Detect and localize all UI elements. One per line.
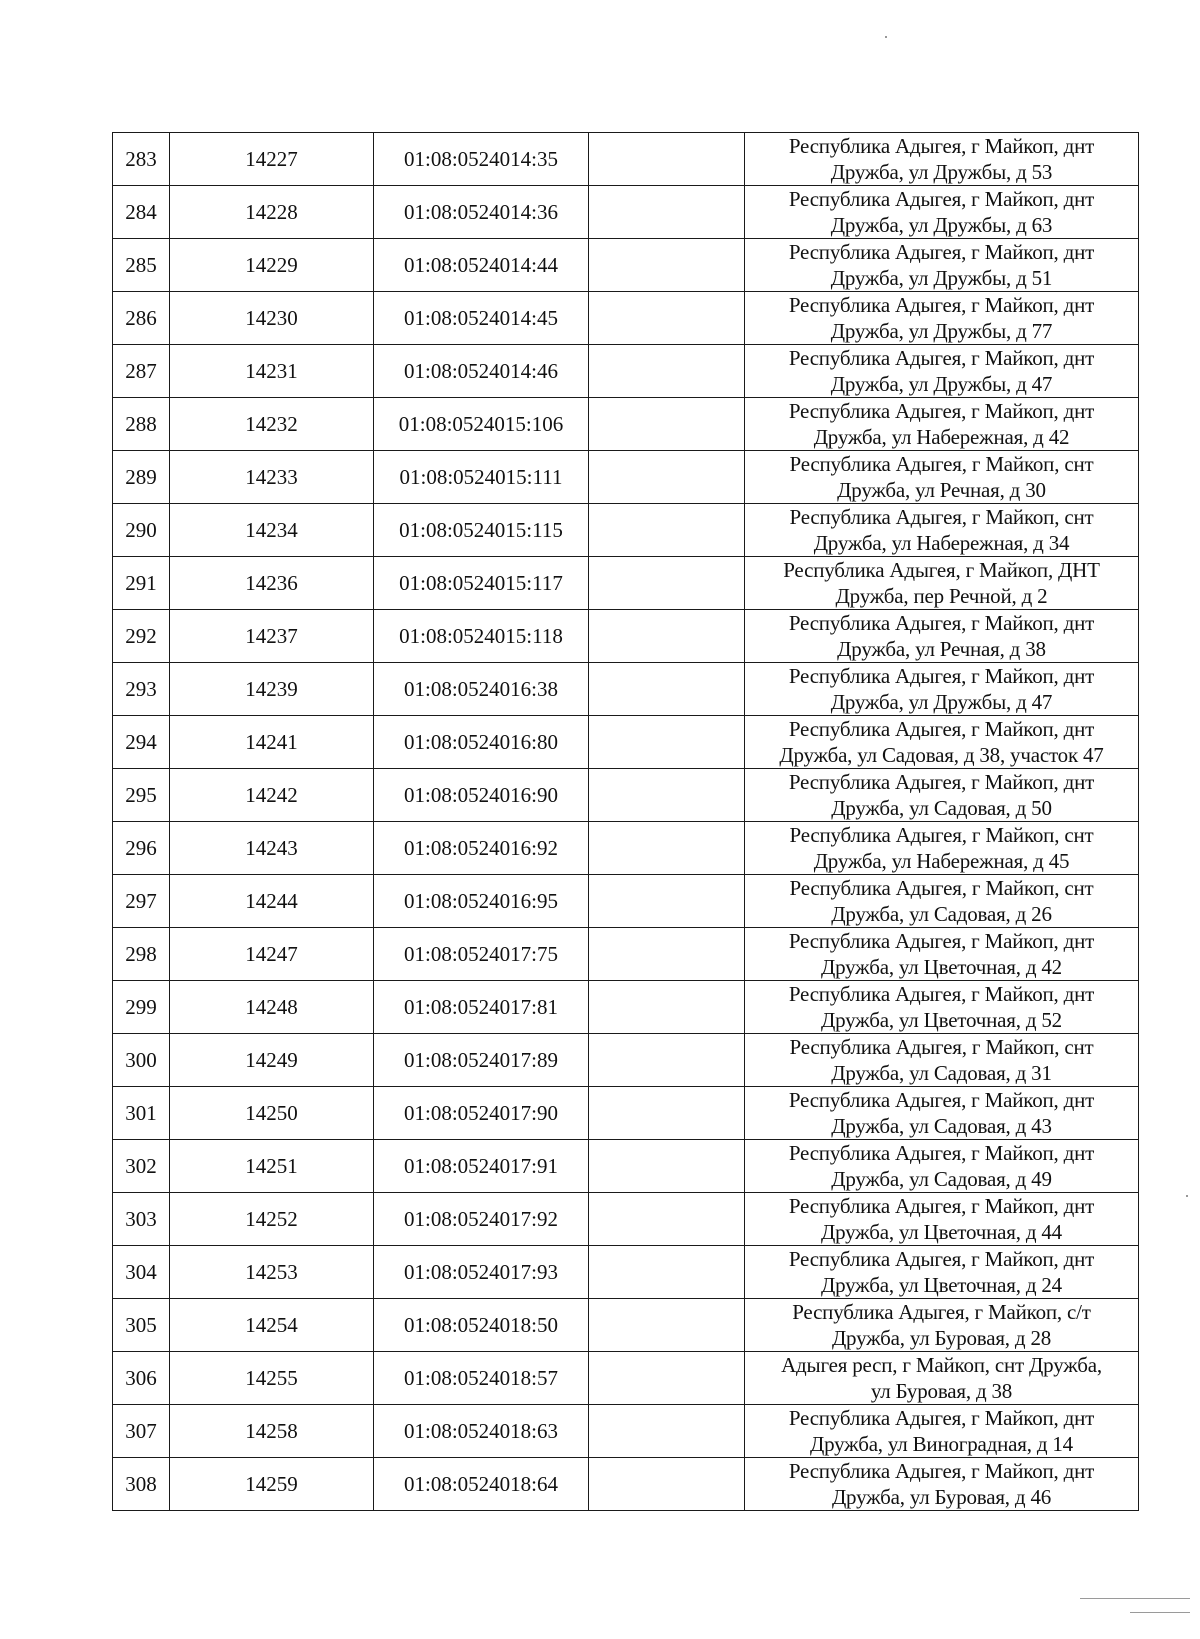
- empty-cell: [589, 1352, 745, 1405]
- address-line-1: Республика Адыгея, г Майкоп, с/т: [792, 1300, 1091, 1324]
- land-registry-table: [112, 132, 1139, 1511]
- cadastral-number-cell: 01:08:0524014:45: [374, 292, 589, 345]
- object-id-cell: 14250: [170, 1087, 374, 1140]
- table-row: [113, 1246, 1139, 1299]
- address-line-1: Республика Адыгея, г Майкоп, днт: [788, 929, 1095, 953]
- cadastral-number-cell: 01:08:0524018:50: [374, 1299, 589, 1352]
- cadastral-number-cell: 01:08:0524016:80: [374, 716, 589, 769]
- row-number-cell: 284: [113, 186, 170, 239]
- empty-cell: [589, 663, 745, 716]
- object-id-cell: 14227: [170, 133, 374, 186]
- empty-cell: [589, 822, 745, 875]
- address-cell: [745, 928, 1139, 981]
- table-row: [113, 769, 1139, 822]
- address-line-2: Дружба, ул Дружбы, д 77: [830, 319, 1053, 343]
- object-id-cell: 14234: [170, 504, 374, 557]
- cadastral-number-cell: 01:08:0524017:75: [374, 928, 589, 981]
- object-id-cell: 14251: [170, 1140, 374, 1193]
- row-number-cell: 293: [113, 663, 170, 716]
- cadastral-number-cell: 01:08:0524016:38: [374, 663, 589, 716]
- address-line-2: Дружба, ул Речная, д 38: [837, 637, 1046, 661]
- table-row: [113, 610, 1139, 663]
- cadastral-number-cell: 01:08:0524014:35: [374, 133, 589, 186]
- empty-cell: [589, 239, 745, 292]
- table-row: [113, 451, 1139, 504]
- row-number-cell: 287: [113, 345, 170, 398]
- empty-cell: [589, 451, 745, 504]
- address-line-1: Республика Адыгея, г Майкоп, днт: [788, 1088, 1095, 1112]
- address-cell: [745, 292, 1139, 345]
- object-id-cell: 14252: [170, 1193, 374, 1246]
- object-id-cell: 14230: [170, 292, 374, 345]
- table-row: [113, 663, 1139, 716]
- object-id-cell: 14253: [170, 1246, 374, 1299]
- address-line-1: Республика Адыгея, г Майкоп, днт: [788, 770, 1095, 794]
- address-line-2: Дружба, ул Буровая, д 46: [831, 1485, 1052, 1509]
- table-row: [113, 1299, 1139, 1352]
- address-line-1: Республика Адыгея, г Майкоп, днт: [788, 1406, 1095, 1430]
- address-line-2: Дружба, ул Садовая, д 50: [831, 796, 1052, 820]
- row-number-cell: 303: [113, 1193, 170, 1246]
- empty-cell: [589, 716, 745, 769]
- empty-cell: [589, 345, 745, 398]
- address-cell: [745, 1246, 1139, 1299]
- table-row: [113, 186, 1139, 239]
- table-row: [113, 1034, 1139, 1087]
- table-body: [113, 133, 1139, 1511]
- address-line-2: Дружба, ул Речная, д 30: [837, 478, 1046, 502]
- address-line-1: Республика Адыгея, г Майкоп, днт: [788, 240, 1095, 264]
- address-line-2: ул Буровая, д 38: [870, 1379, 1013, 1403]
- address-cell: [745, 1034, 1139, 1087]
- cadastral-number-cell: 01:08:0524018:64: [374, 1458, 589, 1511]
- row-number-cell: 288: [113, 398, 170, 451]
- address-cell: [745, 1405, 1139, 1458]
- empty-cell: [589, 1246, 745, 1299]
- cadastral-number-cell: 01:08:0524014:44: [374, 239, 589, 292]
- cadastral-number-cell: 01:08:0524017:81: [374, 981, 589, 1034]
- object-id-cell: 14231: [170, 345, 374, 398]
- row-number-cell: 289: [113, 451, 170, 504]
- table-row: [113, 1087, 1139, 1140]
- address-cell: [745, 133, 1139, 186]
- scan-speck: [1186, 1195, 1188, 1197]
- address-line-1: Республика Адыгея, г Майкоп, снт: [789, 823, 1094, 847]
- object-id-cell: 14258: [170, 1405, 374, 1458]
- empty-cell: [589, 1087, 745, 1140]
- address-cell: [745, 186, 1139, 239]
- object-id-cell: 14239: [170, 663, 374, 716]
- object-id-cell: 14242: [170, 769, 374, 822]
- table-row: [113, 239, 1139, 292]
- row-number-cell: 304: [113, 1246, 170, 1299]
- cadastral-number-cell: 01:08:0524017:90: [374, 1087, 589, 1140]
- address-cell: [745, 1458, 1139, 1511]
- row-number-cell: 299: [113, 981, 170, 1034]
- cadastral-number-cell: 01:08:0524016:95: [374, 875, 589, 928]
- object-id-cell: 14228: [170, 186, 374, 239]
- address-cell: [745, 822, 1139, 875]
- cadastral-number-cell: 01:08:0524016:90: [374, 769, 589, 822]
- cadastral-number-cell: 01:08:0524017:92: [374, 1193, 589, 1246]
- cadastral-number-cell: 01:08:0524017:93: [374, 1246, 589, 1299]
- address-line-2: Дружба, ул Набережная, д 42: [813, 425, 1070, 449]
- address-cell: [745, 1352, 1139, 1405]
- row-number-cell: 292: [113, 610, 170, 663]
- row-number-cell: 297: [113, 875, 170, 928]
- object-id-cell: 14233: [170, 451, 374, 504]
- table-row: [113, 292, 1139, 345]
- object-id-cell: 14229: [170, 239, 374, 292]
- table-row: [113, 1140, 1139, 1193]
- cadastral-number-cell: 01:08:0524018:63: [374, 1405, 589, 1458]
- table-row: [113, 398, 1139, 451]
- address-line-2: Дружба, ул Садовая, д 43: [831, 1114, 1052, 1138]
- address-line-2: Дружба, ул Цветочная, д 42: [821, 955, 1062, 979]
- row-number-cell: 290: [113, 504, 170, 557]
- address-line-2: Дружба, ул Дружбы, д 47: [830, 372, 1053, 396]
- address-cell: [745, 398, 1139, 451]
- address-line-1: Республика Адыгея, г Майкоп, днт: [788, 293, 1095, 317]
- row-number-cell: 294: [113, 716, 170, 769]
- cadastral-number-cell: 01:08:0524018:57: [374, 1352, 589, 1405]
- address-line-2: Дружба, ул Садовая, д 31: [831, 1061, 1052, 1085]
- table-row: [113, 875, 1139, 928]
- address-cell: [745, 663, 1139, 716]
- empty-cell: [589, 1140, 745, 1193]
- address-line-1: Республика Адыгея, г Майкоп, днт: [788, 664, 1095, 688]
- empty-cell: [589, 557, 745, 610]
- table-row: [113, 716, 1139, 769]
- object-id-cell: 14232: [170, 398, 374, 451]
- cadastral-number-cell: 01:08:0524017:89: [374, 1034, 589, 1087]
- object-id-cell: 14244: [170, 875, 374, 928]
- empty-cell: [589, 1458, 745, 1511]
- address-cell: [745, 451, 1139, 504]
- object-id-cell: 14243: [170, 822, 374, 875]
- address-line-2: Дружба, ул Дружбы, д 63: [830, 213, 1053, 237]
- row-number-cell: 298: [113, 928, 170, 981]
- address-line-1: Республика Адыгея, г Майкоп, днт: [788, 1141, 1095, 1165]
- table-row: [113, 504, 1139, 557]
- address-cell: [745, 981, 1139, 1034]
- address-line-2: Дружба, ул Дружбы, д 53: [830, 160, 1053, 184]
- table-row: [113, 1405, 1139, 1458]
- address-cell: [745, 875, 1139, 928]
- address-line-1: Республика Адыгея, г Майкоп, снт: [789, 505, 1094, 529]
- empty-cell: [589, 398, 745, 451]
- object-id-cell: 14255: [170, 1352, 374, 1405]
- row-number-cell: 308: [113, 1458, 170, 1511]
- empty-cell: [589, 981, 745, 1034]
- empty-cell: [589, 504, 745, 557]
- row-number-cell: 295: [113, 769, 170, 822]
- address-line-2: Дружба, ул Цветочная, д 52: [821, 1008, 1062, 1032]
- address-line-1: Республика Адыгея, г Майкоп, днт: [788, 399, 1095, 423]
- scan-line: [1130, 1612, 1190, 1613]
- address-line-2: Дружба, ул Дружбы, д 51: [830, 266, 1053, 290]
- row-number-cell: 302: [113, 1140, 170, 1193]
- address-line-2: Дружба, ул Садовая, д 26: [831, 902, 1052, 926]
- row-number-cell: 291: [113, 557, 170, 610]
- cadastral-number-cell: 01:08:0524015:117: [374, 557, 589, 610]
- row-number-cell: 285: [113, 239, 170, 292]
- address-line-1: Республика Адыгея, г Майкоп, днт: [788, 717, 1095, 741]
- empty-cell: [589, 769, 745, 822]
- object-id-cell: 14237: [170, 610, 374, 663]
- address-line-2: Дружба, ул Набережная, д 34: [813, 531, 1070, 555]
- address-line-1: Республика Адыгея, г Майкоп, днт: [788, 187, 1095, 211]
- table-row: [113, 133, 1139, 186]
- empty-cell: [589, 1034, 745, 1087]
- table-row: [113, 1458, 1139, 1511]
- table-row: [113, 1193, 1139, 1246]
- table-row: [113, 345, 1139, 398]
- address-cell: [745, 716, 1139, 769]
- address-line-2: Дружба, ул Набережная, д 45: [813, 849, 1070, 873]
- table-row: [113, 928, 1139, 981]
- empty-cell: [589, 1193, 745, 1246]
- address-cell: [745, 1299, 1139, 1352]
- row-number-cell: 286: [113, 292, 170, 345]
- address-line-2: Дружба, ул Цветочная, д 44: [821, 1220, 1062, 1244]
- empty-cell: [589, 1299, 745, 1352]
- object-id-cell: 14254: [170, 1299, 374, 1352]
- address-cell: [745, 1087, 1139, 1140]
- cadastral-number-cell: 01:08:0524015:115: [374, 504, 589, 557]
- cadastral-number-cell: 01:08:0524015:111: [374, 451, 589, 504]
- row-number-cell: 301: [113, 1087, 170, 1140]
- cadastral-number-cell: 01:08:0524014:46: [374, 345, 589, 398]
- cadastral-number-cell: 01:08:0524015:118: [374, 610, 589, 663]
- address-line-1: Республика Адыгея, г Майкоп, днт: [788, 611, 1095, 635]
- row-number-cell: 307: [113, 1405, 170, 1458]
- scan-line: [1080, 1598, 1190, 1599]
- address-cell: [745, 557, 1139, 610]
- address-cell: [745, 1193, 1139, 1246]
- address-line-1: Республика Адыгея, г Майкоп, днт: [788, 982, 1095, 1006]
- table-row: [113, 557, 1139, 610]
- address-cell: [745, 239, 1139, 292]
- table-row: [113, 981, 1139, 1034]
- row-number-cell: 300: [113, 1034, 170, 1087]
- address-line-1: Республика Адыгея, г Майкоп, днт: [788, 346, 1095, 370]
- cadastral-number-cell: 01:08:0524014:36: [374, 186, 589, 239]
- scan-speck: [885, 36, 887, 38]
- row-number-cell: 296: [113, 822, 170, 875]
- empty-cell: [589, 133, 745, 186]
- empty-cell: [589, 1405, 745, 1458]
- address-line-2: Дружба, ул Садовая, д 38, участок 47: [779, 743, 1104, 767]
- address-line-1: Республика Адыгея, г Майкоп, снт: [789, 452, 1094, 476]
- object-id-cell: 14236: [170, 557, 374, 610]
- empty-cell: [589, 292, 745, 345]
- object-id-cell: 14241: [170, 716, 374, 769]
- address-line-1: Республика Адыгея, г Майкоп, снт: [789, 876, 1094, 900]
- address-line-2: Дружба, ул Цветочная, д 24: [821, 1273, 1062, 1297]
- empty-cell: [589, 928, 745, 981]
- address-cell: [745, 1140, 1139, 1193]
- row-number-cell: 283: [113, 133, 170, 186]
- cadastral-number-cell: 01:08:0524017:91: [374, 1140, 589, 1193]
- object-id-cell: 14248: [170, 981, 374, 1034]
- empty-cell: [589, 186, 745, 239]
- address-line-1: Республика Адыгея, г Майкоп, снт: [789, 1035, 1094, 1059]
- address-line-1: Республика Адыгея, г Майкоп, днт: [788, 1194, 1095, 1218]
- cadastral-number-cell: 01:08:0524015:106: [374, 398, 589, 451]
- object-id-cell: 14249: [170, 1034, 374, 1087]
- row-number-cell: 305: [113, 1299, 170, 1352]
- object-id-cell: 14247: [170, 928, 374, 981]
- table-row: [113, 1352, 1139, 1405]
- address-cell: [745, 504, 1139, 557]
- address-line-2: Дружба, ул Виноградная, д 14: [810, 1432, 1073, 1456]
- cadastral-number-cell: 01:08:0524016:92: [374, 822, 589, 875]
- address-line-1: Республика Адыгея, г Майкоп, ДНТ: [783, 558, 1100, 582]
- row-number-cell: 306: [113, 1352, 170, 1405]
- address-cell: [745, 610, 1139, 663]
- address-line-1: Республика Адыгея, г Майкоп, днт: [788, 134, 1095, 158]
- address-line-2: Дружба, пер Речной, д 2: [835, 584, 1048, 608]
- address-line-2: Дружба, ул Дружбы, д 47: [830, 690, 1053, 714]
- address-cell: [745, 769, 1139, 822]
- empty-cell: [589, 610, 745, 663]
- address-cell: [745, 345, 1139, 398]
- address-line-2: Дружба, ул Буровая, д 28: [831, 1326, 1052, 1350]
- empty-cell: [589, 875, 745, 928]
- address-line-2: Дружба, ул Садовая, д 49: [831, 1167, 1052, 1191]
- address-line-1: Адыгея респ, г Майкоп, снт Дружба,: [781, 1353, 1102, 1377]
- address-line-1: Республика Адыгея, г Майкоп, днт: [788, 1247, 1095, 1271]
- object-id-cell: 14259: [170, 1458, 374, 1511]
- table-row: [113, 822, 1139, 875]
- address-line-1: Республика Адыгея, г Майкоп, днт: [788, 1459, 1095, 1483]
